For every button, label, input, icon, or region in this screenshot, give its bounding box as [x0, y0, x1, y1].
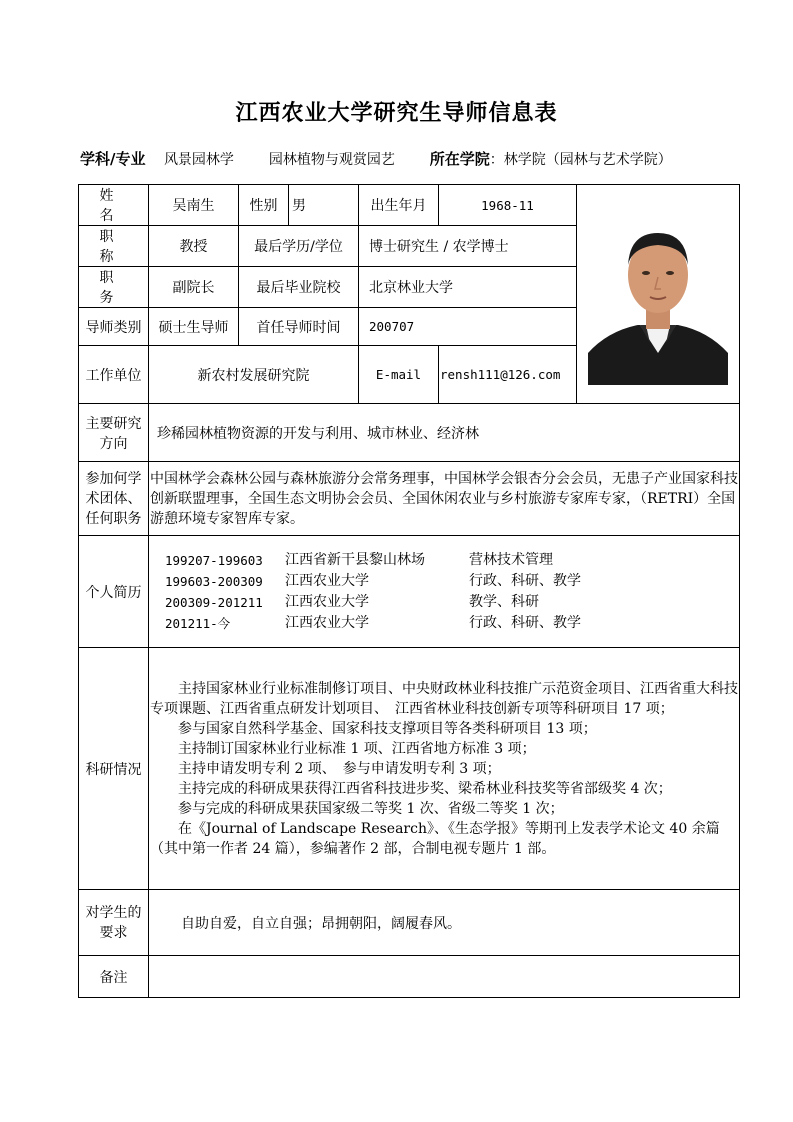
- research-work-value: [149, 648, 740, 890]
- research-item: 主持完成的科研成果获得江西省科技进步奖、梁希林业科技奖等省部级奖 4 次；: [178, 780, 672, 797]
- title-value: 教授: [149, 226, 239, 267]
- subject-line: [80, 148, 740, 169]
- research-item: 主持国家林业行业标准制修订项目、中央财政林业科技推广示范资金项目、江西省重大科技专项课题、江西省重点研发计划项目、 江西省林业科技创新专项等科研项目 17 项；: [150, 680, 738, 717]
- to-students-value: 自助自爱，自立自强；昂拥朝阳，阔履春风。: [149, 890, 740, 956]
- email-label: E-mail: [359, 346, 439, 404]
- work-label: 工作单位: [79, 346, 149, 404]
- name-label: 姓 名: [79, 185, 149, 226]
- gender-value: 男: [289, 185, 359, 226]
- portrait-photo: [588, 203, 728, 385]
- subject-label: 学科/专业: [80, 150, 146, 168]
- research-item: 主持申请发明专利 2 项、 参与申请发明专利 3 项；: [178, 760, 501, 777]
- research-item: 在《Journal of Landscape Research》、《生态学报》等期刊上发表学术论文 40 余篇（其中第一作者 24 篇），参编著作 2 部，合制电视专题片 1 部。: [150, 820, 720, 857]
- major-value: 园林植物与观赏园艺: [268, 152, 395, 168]
- resume-row: 200309-201211 江西农业大学 教学、科研: [165, 593, 539, 610]
- research-item: 主持制订国家林业行业标准 1 项、江西省地方标准 3 项；: [178, 740, 536, 757]
- to-students-label: 对学生的要求: [79, 890, 149, 956]
- college-value: ：林学院（园林与艺术学院）: [489, 152, 672, 168]
- first-tutor-label: 首任导师时间: [239, 308, 359, 346]
- tutor-info-table: [78, 184, 740, 998]
- societies-label: 参加何学术团体、任何职务: [79, 462, 149, 536]
- remarks-label: 备注: [79, 956, 149, 998]
- discipline-value: 风景园林学: [163, 152, 234, 168]
- school-label: 最后毕业院校: [239, 267, 359, 308]
- title-label: 职 称: [79, 226, 149, 267]
- school-value: 北京林业大学: [359, 267, 577, 308]
- college-label: 所在学院: [429, 150, 490, 168]
- tutor-type-value: 硕士生导师: [149, 308, 239, 346]
- degree-value: 博士研究生 / 农学博士: [359, 226, 577, 267]
- resume-value: [149, 536, 740, 648]
- research-item: 参与国家自然科学基金、国家科技支撑项目等各类科研项目 13 项；: [178, 720, 597, 737]
- page-title: 江西农业大学研究生导师信息表: [235, 100, 558, 126]
- resume-row: 199603-200309 江西农业大学 行政、科研、教学: [165, 572, 581, 589]
- resume-row: 199207-199603 江西省新干县黎山林场 营林技术管理: [165, 551, 553, 568]
- research-label: 主要研究方向: [79, 404, 149, 462]
- research-value: 珍稀园林植物资源的开发与利用、城市林业、经济林: [149, 404, 740, 462]
- position-label: 职 务: [79, 267, 149, 308]
- position-value: 副院长: [149, 267, 239, 308]
- first-tutor-value: 200707: [359, 308, 577, 346]
- gender-label: 性别: [239, 185, 289, 226]
- tutor-type-label: 导师类别: [79, 308, 149, 346]
- work-value: 新农村发展研究院: [149, 346, 359, 404]
- photo-cell: [577, 185, 740, 404]
- email-value: rensh111@126.com: [439, 346, 577, 404]
- societies-text: 中国林学会森林公园与森林旅游分会常务理事，中国林学会银杏分会会员，无患子产业国家科技创新联盟理事，全国生态文明协会会员、全国休闲农业与乡村旅游专家库专家，（RETRI）全国游憩环境专家智库专家。: [150, 470, 738, 527]
- birth-value: 1968-11: [439, 185, 577, 226]
- resume-label: 个人简历: [79, 536, 149, 648]
- resume-row: 201211-今 江西农业大学 行政、科研、教学: [165, 614, 581, 631]
- research-work-label: 科研情况: [79, 648, 149, 890]
- degree-label: 最后学历/学位: [239, 226, 359, 267]
- research-item: 参与完成的科研成果获国家级二等奖 1 次、省级二等奖 1 次；: [178, 800, 564, 817]
- birth-label: 出生年月: [359, 185, 439, 226]
- societies-value: [149, 462, 740, 536]
- name-value: 吴南生: [149, 185, 239, 226]
- remarks-value: [149, 956, 740, 998]
